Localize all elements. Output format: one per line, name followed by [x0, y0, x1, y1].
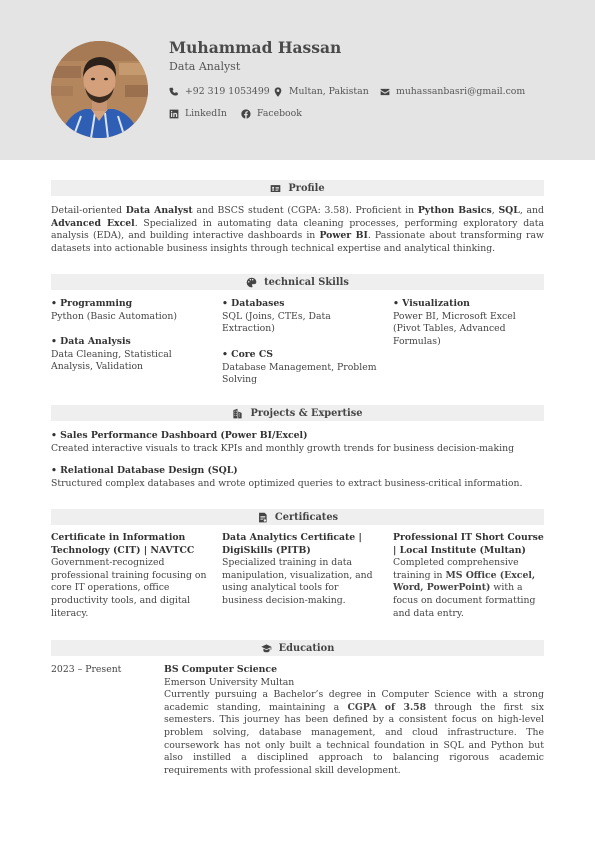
skill-desc: Power BI, Microsoft Excel (Pivot Tables, Advanced Formulas)	[393, 310, 516, 347]
certificate-desc-keyword: MS Office (Excel, Word, PowerPoint)	[393, 569, 536, 594]
project-desc: Structured complex databases and wrote optimized queries to extract business-critical information.	[51, 477, 523, 489]
project-item	[51, 430, 544, 455]
phone-contact[interactable]	[169, 86, 270, 97]
summary-keyword: Power BI	[319, 230, 368, 241]
education-desc-text: Currently pursuing a Bachelor’s degree in Computer Science with a strong academic standing, maintaining a	[164, 689, 544, 713]
summary-text: , and	[519, 205, 544, 216]
skill-desc: Database Management, Problem Solving	[222, 361, 377, 386]
skill-title: • Databases	[222, 298, 285, 309]
skill-item	[222, 298, 380, 336]
profile-summary	[51, 205, 544, 255]
facebook-link[interactable]	[241, 108, 302, 119]
certificate-desc: Specialized training in data manipulation, visualization, and using analytical tools for business decision-making.	[222, 557, 373, 606]
education-entry	[164, 664, 544, 777]
education-desc-text: through the first six semesters. This journey has been defined by a consistent focus on high-level problem solving, database management, and cloud infrastructure. The coursework has not only built a technical foundation in SQL and Python but also instilled a disciplined approach to balancing rigorous academic requirements with professional skill development.	[164, 701, 544, 776]
skill-item	[393, 298, 544, 348]
projects-heading: Projects & Expertise	[250, 407, 363, 419]
email-text: muhassanbasri@gmail.com	[396, 86, 526, 97]
education-heading: Education	[278, 642, 335, 654]
summary-text: . Passionate about transforming raw datasets into actionable business insights through technical expertise and analytical thinking.	[51, 230, 544, 254]
summary-text: Detail-oriented	[51, 205, 126, 216]
mail-icon	[380, 87, 390, 97]
education-degree: BS Computer Science	[164, 664, 278, 675]
summary-keyword: SQL	[498, 205, 520, 216]
project-title: • Relational Database Design (SQL)	[51, 465, 238, 476]
summary-text: . Specialized in automating data cleaning processes, performing exploratory data analysis (EDA), and building interactive dashboards in	[51, 217, 544, 241]
education-school: Emerson University Multan	[164, 676, 295, 688]
facebook-text: Facebook	[257, 108, 302, 119]
education-desc-keyword: CGPA of 3.58	[347, 701, 427, 713]
email-contact[interactable]	[380, 86, 525, 97]
certificates-heading: Certificates	[274, 511, 339, 523]
summary-text: ,	[491, 205, 499, 216]
skill-item	[51, 336, 209, 374]
summary-keyword: Python Basics	[417, 205, 492, 216]
certificate-desc-text: with a focus on document formatting and data entry.	[393, 582, 536, 619]
certificate-item	[393, 532, 544, 620]
project-item	[51, 465, 544, 490]
education-section-heading	[51, 640, 544, 656]
candidate-name: Muhammad Hassan	[169, 38, 342, 57]
certificate-title: Data Analytics Certificate | DigiSkills (PITB)	[222, 532, 362, 556]
graduation-cap-icon	[261, 643, 272, 654]
skill-title: • Programming	[51, 298, 133, 309]
project-title: • Sales Performance Dashboard (Power BI/Excel)	[51, 430, 308, 441]
profile-section-heading	[51, 180, 544, 196]
education-date: 2023 – Present	[51, 664, 122, 675]
resume-header	[0, 0, 595, 160]
certificate-item	[51, 532, 207, 620]
skills-section-heading	[51, 274, 544, 290]
certificate-title: Professional IT Short Course | Local Institute (Multan)	[393, 532, 544, 556]
skill-desc: Python (Basic Automation)	[51, 310, 177, 322]
linkedin-icon	[169, 109, 179, 119]
skills-heading: technical Skills	[264, 276, 349, 288]
certificate-icon	[257, 512, 268, 523]
skill-title: • Visualization	[393, 298, 470, 309]
summary-keyword: Data Analyst	[125, 205, 193, 216]
building-icon	[232, 408, 243, 419]
certificate-desc: Government-recognized professional training focusing on core IT operations, office productivity tools, and digital literacy.	[51, 557, 207, 619]
phone-text: +92 319 1053499	[185, 86, 270, 97]
education-desc	[164, 689, 544, 777]
skill-desc: SQL (Joins, CTEs, Data Extraction)	[222, 310, 331, 335]
skill-item	[51, 298, 209, 323]
projects-section-heading	[51, 405, 544, 421]
certificate-item	[222, 532, 378, 608]
skill-title: • Data Analysis	[51, 336, 131, 347]
skill-item	[222, 349, 380, 387]
location-contact	[273, 86, 369, 97]
summary-keyword: Advanced Excel	[51, 217, 135, 229]
phone-icon	[169, 87, 179, 97]
profile-photo-image	[51, 41, 148, 138]
summary-text: and BSCS student (CGPA: 3.58). Proficient in	[192, 205, 418, 216]
profile-photo	[51, 41, 148, 138]
certificate-desc	[393, 557, 544, 620]
profile-heading: Profile	[288, 182, 325, 194]
skill-desc: Data Cleaning, Statistical Analysis, Validation	[51, 348, 172, 373]
linkedin-text: LinkedIn	[185, 108, 227, 119]
location-text: Multan, Pakistan	[289, 86, 369, 97]
certificates-section-heading	[51, 509, 544, 525]
certificate-title: Certificate in Information Technology (CIT) | NAVTCC	[51, 532, 195, 556]
skill-title: • Core CS	[222, 349, 273, 360]
palette-icon	[246, 277, 257, 288]
candidate-title: Data Analyst	[169, 60, 241, 73]
linkedin-link[interactable]	[169, 108, 227, 119]
location-pin-icon	[273, 87, 283, 97]
facebook-icon	[241, 109, 251, 119]
id-card-icon	[270, 183, 281, 194]
project-desc: Created interactive visuals to track KPIs and monthly growth trends for business decision-making	[51, 442, 515, 454]
certificate-desc-text: Completed comprehensive training in	[393, 557, 519, 581]
